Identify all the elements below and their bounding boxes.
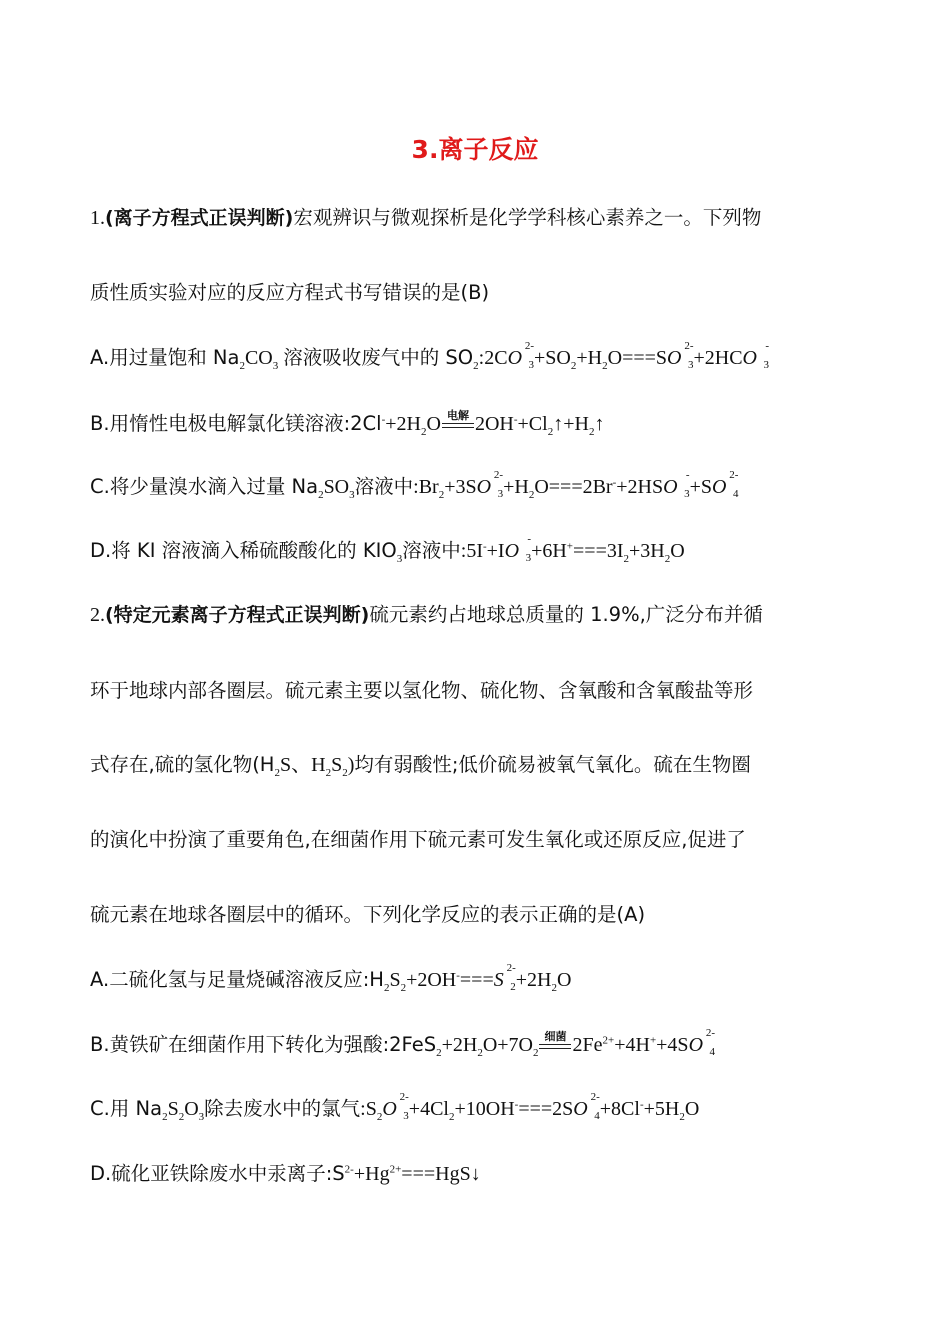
q1-option-a: A.用过量饱和 $Na_2CO_3$ 溶液吸收废气中的 $SO_2:2CO$ 2- 3 $+SO_2+H_2O===SO$ 2- 3 +2HCO - 3 xyxy=(90,340,769,372)
q1-tag: (离子方程式正误判断) xyxy=(105,207,294,229)
q1-option-b: B.用惰性电极电解氯化镁溶液$:2Cl^-+2H_2O$ 电解 $2OH^-+Cl_2↑+H_2↑$ xyxy=(90,409,605,438)
q2-stem-line-3: 式存在,硫的氢化物($H_2S$、$H_2S_2$)均有弱酸性;低价硫易被氧气氧化。硫在生物圈 xyxy=(90,753,751,779)
q2-option-b: B.黄铁矿在细菌作用下转化为强酸$:2FeS_2+2H_2O+7O_2$ 细菌 $2Fe^{2+}+4H^++4SO$ 2- 4 xyxy=(90,1027,716,1059)
q2-option-d: D.硫化亚铁除废水中汞离子$:S^{2-}+Hg^{2+}===HgS↓$ xyxy=(90,1162,481,1185)
electrolysis-arrow: 电解 xyxy=(441,409,475,439)
q1-stem-line-1 xyxy=(90,203,870,233)
bacteria-arrow: 细菌 xyxy=(538,1030,572,1060)
q1-number: 1. xyxy=(90,207,105,229)
q2-stem-4: 的演化中扮演了重要角色,在细菌作用下硫元素可发生氧化或还原反应,促进了 xyxy=(90,828,746,851)
q2-stem-1: 硫元素约占地球总质量的 1.9%,广泛分布并循 xyxy=(369,603,763,626)
q1-stem-a: 宏观辨识与微观探析是化学学科核心素养之一。下列物 xyxy=(293,206,762,229)
page-title: 3.离子反应 xyxy=(411,135,539,164)
q2-tag: (特定元素离子方程式正误判断) xyxy=(105,604,370,626)
q2-stem-5: 硫元素在地球各圈层中的循环。下列化学反应的表示正确的是(A) xyxy=(90,903,646,926)
q2-stem-2: 环于地球内部各圈层。硫元素主要以氢化物、硫化物、含氧酸和含氧酸盐等形 xyxy=(90,679,754,702)
q1-option-d: D.将 KI 溶液滴入稀硫酸酸化的 $KIO_3$溶液中:5I-+IO - 3 $+6H^+===3I_2+3H_2O$ xyxy=(90,533,685,565)
q2-option-c: C.用 $Na_2S_2O_3$除去废水中的氯气$:S_2O$ 2- 3 $+4Cl_2+10OH^-===2SO$ 2- 4 $+8Cl^-+5H_2O$ xyxy=(90,1091,700,1123)
q1-option-c: C.将少量溴水滴入过量 $Na_2SO_3$溶液中$:Br_2+3SO$ 2- 3 $+H_2O===2Br^-+2HSO$ - 3 +SO 2- 4 xyxy=(90,469,739,501)
q2-stem-line-1 xyxy=(90,600,870,630)
q2-option-a: A.二硫化氢与足量烧碱溶液反应$:H_2S_2+2OH^-===S$ 2- 2 $+2H_2O$ xyxy=(90,962,572,994)
q2-number: 2. xyxy=(90,604,105,626)
q1-stem-b: 质性质实验对应的反应方程式书写错误的是(B) xyxy=(90,281,490,304)
